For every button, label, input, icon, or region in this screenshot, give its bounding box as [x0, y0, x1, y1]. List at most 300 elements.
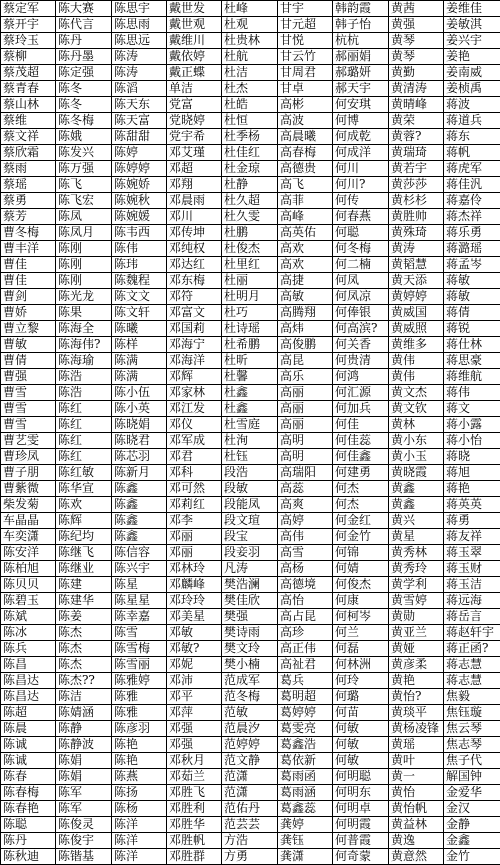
table-row: [1, 513, 500, 529]
table-cell: 何苗: [333, 705, 389, 721]
table-cell: 邓丽: [167, 529, 222, 545]
table-cell: 黄勋: [389, 609, 444, 625]
table-cell: 陈光龙: [56, 289, 112, 305]
table-cell: 陈建华: [56, 593, 112, 609]
table-cell: 陈文文: [112, 289, 167, 305]
table-cell: 黄清涛: [389, 81, 444, 97]
table-cell: 曹强: [1, 369, 56, 385]
table-cell: 陈韦西: [112, 225, 167, 241]
table-cell: 陈建: [56, 577, 112, 593]
table-cell: 邓丽: [167, 545, 222, 561]
table-cell: 蒋志慧: [444, 673, 500, 689]
table-cell: 葛依新: [278, 753, 333, 769]
table-cell: 陈晓娟: [112, 417, 167, 433]
table-cell: 曹丰洋: [1, 241, 56, 257]
table-cell: 陈星: [112, 577, 167, 593]
table-cell: 黄杉杉: [389, 193, 444, 209]
table-cell: 黄怡?: [389, 689, 444, 705]
table-cell: 陈贝贝: [1, 577, 56, 593]
table-cell: 陈华宣: [56, 481, 112, 497]
table-cell: 邓林玲: [167, 561, 222, 577]
table-cell: 杜诗瑶: [222, 321, 278, 337]
table-cell: 蒋倩: [444, 305, 500, 321]
table-cell: 陈欢: [56, 497, 112, 513]
table-cell: 蒋乐勇: [444, 225, 500, 241]
table-cell: 邓强: [167, 737, 222, 753]
table-cell: 陈锴基: [56, 849, 112, 865]
table-cell: 何贵清: [333, 353, 389, 369]
table-cell: 高怡: [278, 593, 333, 609]
table-cell: 黄彦柔: [389, 657, 444, 673]
table-cell: 陈继飞: [56, 545, 112, 561]
table-cell: 陈冬: [56, 97, 112, 113]
table-cell: 陈婉秋: [112, 193, 167, 209]
table-cell: 蔡勇: [1, 193, 56, 209]
table-row: [1, 833, 500, 849]
table-cell: 陈姜: [56, 609, 112, 625]
table-cell: 陈海瑜: [56, 353, 112, 369]
table-cell: 陈海伟?: [56, 337, 112, 353]
table-cell: 杜皓: [222, 97, 278, 113]
table-row: [1, 609, 500, 625]
table-cell: 杭杭: [333, 33, 389, 49]
table-cell: 陈发兴: [56, 145, 112, 161]
table-cell: 邓秋月: [167, 753, 222, 769]
table-cell: 何明卓: [333, 801, 389, 817]
table-cell: 邓富文: [167, 305, 222, 321]
table-cell: 高婷: [278, 513, 333, 529]
table-cell: 何冬梅: [333, 241, 389, 257]
table-cell: 陈天富: [112, 113, 167, 129]
table-cell: 甘悦: [278, 33, 333, 49]
table-cell: 陈满: [112, 353, 167, 369]
table-cell: 陈军: [56, 785, 112, 801]
table-cell: 杜丽: [222, 273, 278, 289]
table-cell: 黄荣: [389, 113, 444, 129]
table-cell: 陈婉媛: [112, 209, 167, 225]
table-cell: 高春梅: [278, 145, 333, 161]
table-cell: 陈涛: [112, 49, 167, 65]
table-cell: 高丽: [278, 417, 333, 433]
table-cell: 蔡瑶: [1, 177, 56, 193]
table-cell: 陈洋: [112, 833, 167, 849]
table-cell: 蒋岳言: [444, 609, 500, 625]
table-cell: 曹佳: [1, 257, 56, 273]
table-cell: 陈曦: [112, 321, 167, 337]
table-row: [1, 273, 500, 289]
table-cell: 邓仪: [167, 417, 222, 433]
table-cell: 焦子代: [444, 753, 500, 769]
table-cell: 姜兴宇: [444, 33, 500, 49]
table-cell: 杜明月: [222, 289, 278, 305]
table-cell: 陈飞: [56, 177, 112, 193]
table-cell: 陈诚: [1, 737, 56, 753]
table-cell: 陈俊灵: [56, 817, 112, 833]
table-cell: 陈大赛: [56, 1, 112, 17]
table-cell: 高雪: [278, 545, 333, 561]
table-cell: 何佳鑫: [333, 449, 389, 465]
table-cell: 陈艳: [112, 737, 167, 753]
table-cell: 蒋正函?: [444, 641, 500, 657]
table-cell: 陈鑫: [112, 513, 167, 529]
table-cell: 邓莉红: [167, 497, 222, 513]
table-row: [1, 785, 500, 801]
table-cell: 何金竹: [333, 529, 389, 545]
table-cell: 邓超: [167, 161, 222, 177]
table-cell: 陈春: [1, 769, 56, 785]
table-row: [1, 193, 500, 209]
table-cell: 邓妮: [167, 657, 222, 673]
table-cell: 黄益林: [389, 817, 444, 833]
table-row: [1, 289, 500, 305]
table-cell: 杜巧: [222, 305, 278, 321]
table-cell: 陈杰: [56, 641, 112, 657]
table-cell: 姜敏淇: [444, 17, 500, 33]
table-cell: 黄若宇: [389, 161, 444, 177]
table-cell: 邓可然: [167, 481, 222, 497]
table-cell: 陈鑫: [112, 481, 167, 497]
table-cell: 高俊鹏: [278, 337, 333, 353]
table-cell: 黄维多: [389, 337, 444, 353]
table-cell: 蒋勇: [444, 513, 500, 529]
table-body: [1, 1, 500, 865]
table-cell: 何二楠: [333, 257, 389, 273]
table-cell: 何兰: [333, 625, 389, 641]
table-row: [1, 337, 500, 353]
table-cell: 蔡茂超: [1, 65, 56, 81]
table-cell: 高炜: [278, 321, 333, 337]
table-cell: 邓胜飞: [167, 785, 222, 801]
table-cell: 陈万强: [56, 161, 112, 177]
table-row: [1, 657, 500, 673]
table-cell: 邓翔: [167, 177, 222, 193]
table-cell: 黄文钦: [389, 401, 444, 417]
table-cell: 黄晓霞: [389, 465, 444, 481]
table-cell: 陈彦羽: [112, 721, 167, 737]
table-cell: 陈新月: [112, 465, 167, 481]
table-cell: 陈昌达: [1, 689, 56, 705]
table-cell: 黄逸: [389, 833, 444, 849]
table-cell: 陈杰: [56, 625, 112, 641]
table-cell: 杜恒: [222, 113, 278, 129]
table-cell: 何佳蕊: [333, 433, 389, 449]
table-cell: 邓沛: [167, 673, 222, 689]
table-cell: 陈斌: [1, 609, 56, 625]
table-cell: 陈继业: [56, 561, 112, 577]
table-cell: 范婷婷: [222, 737, 278, 753]
table-cell: 何川: [333, 161, 389, 177]
table-cell: 陈静波: [56, 737, 112, 753]
table-cell: 黄小玉: [389, 449, 444, 465]
table-cell: 樊强: [222, 609, 278, 625]
table-cell: 蒋赵轩宇: [444, 625, 500, 641]
table-cell: 黄伟: [389, 353, 444, 369]
table-cell: 陈燕: [112, 769, 167, 785]
table-cell: 黄韬慧: [389, 257, 444, 273]
table-cell: 甘云竹: [278, 49, 333, 65]
table-cell: 杜杰: [222, 81, 278, 97]
table-cell: 何安琪: [333, 97, 389, 113]
table-row: [1, 65, 500, 81]
table-cell: 何明东: [333, 785, 389, 801]
table-cell: 何奇蒙: [333, 849, 389, 865]
table-cell: 焦云琴: [444, 721, 500, 737]
table-cell: 何普霞: [333, 833, 389, 849]
table-cell: 范敏: [222, 705, 278, 721]
table-cell: 范潇: [222, 769, 278, 785]
table-cell: 陈俊宇: [56, 833, 112, 849]
table-cell: 陈春艳: [1, 801, 56, 817]
table-row: [1, 369, 500, 385]
table-cell: 杜佳红: [222, 145, 278, 161]
table-cell: 陈伟: [112, 241, 167, 257]
table-cell: 何凤凉: [333, 289, 389, 305]
table-cell: 陈婧涵: [56, 705, 112, 721]
table-cell: 陈刚: [56, 273, 112, 289]
table-cell: 高珍: [278, 625, 333, 641]
table-cell: 黄叶: [389, 753, 444, 769]
table-cell: 焦钰璇: [444, 705, 500, 721]
table-cell: 党宇希: [167, 129, 222, 145]
table-cell: 蒋友祥: [444, 529, 500, 545]
table-cell: 车奕潇: [1, 529, 56, 545]
table-cell: 曹雪: [1, 417, 56, 433]
table-cell: 蒋锐: [444, 321, 500, 337]
table-cell: 蒋文: [444, 401, 500, 417]
table-cell: 陈艳: [112, 753, 167, 769]
table-cell: 蔡雨: [1, 161, 56, 177]
table-row: [1, 577, 500, 593]
table-cell: 龚婷: [278, 817, 333, 833]
table-cell: 邓李: [167, 513, 222, 529]
table-cell: 甘卓: [278, 81, 333, 97]
table-row: [1, 241, 500, 257]
table-cell: 戴世观: [167, 17, 222, 33]
table-cell: 何鸿: [333, 369, 389, 385]
table-cell: 樊小楠: [222, 657, 278, 673]
table-cell: 陈雅: [112, 689, 167, 705]
table-cell: 黄婷婷: [389, 289, 444, 305]
table-cell: 陈红敏: [56, 465, 112, 481]
table-cell: 蔡芳: [1, 209, 56, 225]
table-cell: 陈浩: [56, 385, 112, 401]
table-cell: 杜久雯: [222, 209, 278, 225]
table-cell: 黄秀林: [389, 545, 444, 561]
table-cell: 戴正蝶: [167, 65, 222, 81]
table-cell: 陈杰: [56, 657, 112, 673]
table-cell: 黄雪婷: [389, 593, 444, 609]
table-cell: 邓东梅: [167, 273, 222, 289]
table-cell: 陈鑫: [112, 529, 167, 545]
table-cell: 邓胜群: [167, 849, 222, 865]
table-cell: 黄林: [389, 417, 444, 433]
table-cell: 樊诗雨: [222, 625, 278, 641]
table-cell: 邓科: [167, 465, 222, 481]
table-row: [1, 257, 500, 273]
table-row: [1, 353, 500, 369]
table-cell: 蒋旭: [444, 465, 500, 481]
table-cell: 蒋敏: [444, 289, 500, 305]
table-cell: 黄涛: [389, 241, 444, 257]
table-cell: 葛明超: [278, 689, 333, 705]
table-cell: 何敏: [333, 737, 389, 753]
table-cell: 何成乾: [333, 129, 389, 145]
table-cell: 蒋嘉伶: [444, 193, 500, 209]
table-cell: 姜维佳: [444, 1, 500, 17]
table-cell: 曹冬梅: [1, 225, 56, 241]
table-row: [1, 417, 500, 433]
table-cell: 焦志琴: [444, 737, 500, 753]
table-cell: 蒋玉财: [444, 561, 500, 577]
table-row: [1, 465, 500, 481]
table-cell: 杜鹏: [222, 225, 278, 241]
table-cell: 车晶晶: [1, 513, 56, 529]
table-cell: 方浩: [222, 833, 278, 849]
table-cell: 何博: [333, 113, 389, 129]
table-cell: 杜希鹏: [222, 337, 278, 353]
table-cell: 黄学利: [389, 577, 444, 593]
table-cell: 龚潇: [278, 849, 333, 865]
table-cell: 何柯岑: [333, 609, 389, 625]
table-cell: 党晓婷: [167, 113, 222, 129]
table-cell: 蒋杰祥: [444, 209, 500, 225]
table-cell: 黄勤: [389, 65, 444, 81]
table-cell: 黄胜帅: [389, 209, 444, 225]
table-cell: 黄天添: [389, 273, 444, 289]
table-cell: 黄艳: [389, 673, 444, 689]
table-cell: 蒋思豪: [444, 353, 500, 369]
table-cell: 陈兴宇: [112, 561, 167, 577]
table-cell: 邓茹兰: [167, 769, 222, 785]
table-row: [1, 33, 500, 49]
table-cell: 陈玮: [112, 257, 167, 273]
table-cell: 高德境: [278, 577, 333, 593]
table-cell: 曹立黎: [1, 321, 56, 337]
table-cell: 蒋仕林: [444, 337, 500, 353]
table-cell: 杜里红: [222, 257, 278, 273]
table-cell: 陈海全: [56, 321, 112, 337]
table-row: [1, 721, 500, 737]
table-cell: 陈雅婷: [112, 673, 167, 689]
table-row: [1, 545, 500, 561]
table-cell: 陈柏旭: [1, 561, 56, 577]
table-cell: 蔡开宇: [1, 17, 56, 33]
table-cell: 邓海宁: [167, 337, 222, 353]
table-cell: 金竹: [444, 849, 500, 865]
table-cell: 樊佳欣: [222, 593, 278, 609]
table-cell: 陈春梅: [1, 785, 56, 801]
table-cell: 何婧: [333, 561, 389, 577]
table-row: [1, 481, 500, 497]
table-cell: 邓川: [167, 209, 222, 225]
table-cell: 何佳: [333, 417, 389, 433]
table-cell: 陈代言: [56, 17, 112, 33]
table-cell: 邓辉: [167, 369, 222, 385]
table-row: [1, 177, 500, 193]
table-row: [1, 593, 500, 609]
table-cell: 蒋伟: [444, 385, 500, 401]
table-cell: 黄琴: [389, 33, 444, 49]
table-cell: 杜鑫: [222, 401, 278, 417]
table-cell: 黄莎莎: [389, 177, 444, 193]
table-row: [1, 849, 500, 865]
table-cell: 范冬梅: [222, 689, 278, 705]
table-row: [1, 561, 500, 577]
table-cell: 何康: [333, 593, 389, 609]
table-cell: 陈红: [56, 449, 112, 465]
table-cell: 杜昕: [222, 353, 278, 369]
table-cell: 杜贵林: [222, 33, 278, 49]
table-cell: 陈诚: [1, 753, 56, 769]
table-cell: 高菲: [278, 193, 333, 209]
table-cell: 葛雯亮: [278, 721, 333, 737]
table-cell: 陈小英: [112, 401, 167, 417]
table-cell: 高正伟: [278, 641, 333, 657]
table-cell: 邓平: [167, 689, 222, 705]
table-cell: 蒋道兵: [444, 113, 500, 129]
table-cell: 邓晨雨: [167, 193, 222, 209]
table-cell: 曹雪: [1, 385, 56, 401]
table-cell: 黄伟: [389, 369, 444, 385]
table-cell: 党富: [167, 97, 222, 113]
table-cell: 黄兴: [389, 513, 444, 529]
table-cell: 郝天宇: [333, 81, 389, 97]
table-cell: 陈丹: [56, 33, 112, 49]
table-cell: 黄威照: [389, 321, 444, 337]
table-cell: 何成洋: [333, 145, 389, 161]
table-cell: 曹娇: [1, 305, 56, 321]
table-cell: 陈昌: [1, 657, 56, 673]
table-cell: 黄威国: [389, 305, 444, 321]
table-cell: 杜观: [222, 17, 278, 33]
table-cell: 何聪: [333, 225, 389, 241]
table-cell: 陈婷: [112, 145, 167, 161]
table-cell: 韩韵霞: [333, 1, 389, 17]
table-cell: 邓麟峰: [167, 577, 222, 593]
table-cell: 甘元超: [278, 17, 333, 33]
table-cell: 邓符: [167, 289, 222, 305]
table-row: [1, 433, 500, 449]
table-cell: 单洁: [167, 81, 222, 97]
table-cell: 杜洁: [222, 65, 278, 81]
table-cell: 杜鑫: [222, 385, 278, 401]
table-cell: 高捷: [278, 273, 333, 289]
table-cell: 陈天东: [112, 97, 167, 113]
table-cell: 陈洋: [112, 849, 167, 865]
table-cell: 陈雪梅: [112, 641, 167, 657]
table-cell: 何建勇: [333, 465, 389, 481]
table-cell: 陈红: [56, 417, 112, 433]
table-cell: 蔡青春: [1, 81, 56, 97]
table-cell: 高峰: [278, 209, 333, 225]
table-cell: 范潇: [222, 785, 278, 801]
table-cell: 范文静: [222, 753, 278, 769]
table-cell: 陈安洋: [1, 545, 56, 561]
table-cell: 陈果: [56, 305, 112, 321]
table-row: [1, 497, 500, 513]
table-cell: 葛雨函: [278, 769, 333, 785]
table-cell: 黄怡帆: [389, 801, 444, 817]
table-cell: 杜金琼: [222, 161, 278, 177]
table-cell: 陈思宇: [112, 1, 167, 17]
table-cell: 蒋玉翠: [444, 545, 500, 561]
table-cell: 陈雪: [112, 625, 167, 641]
table-cell: 蒋帆: [444, 145, 500, 161]
table-cell: 段文瑄: [222, 513, 278, 529]
table-cell: 高飞: [278, 177, 333, 193]
table-cell: 陈雅: [112, 705, 167, 721]
table-cell: 何明聪: [333, 769, 389, 785]
